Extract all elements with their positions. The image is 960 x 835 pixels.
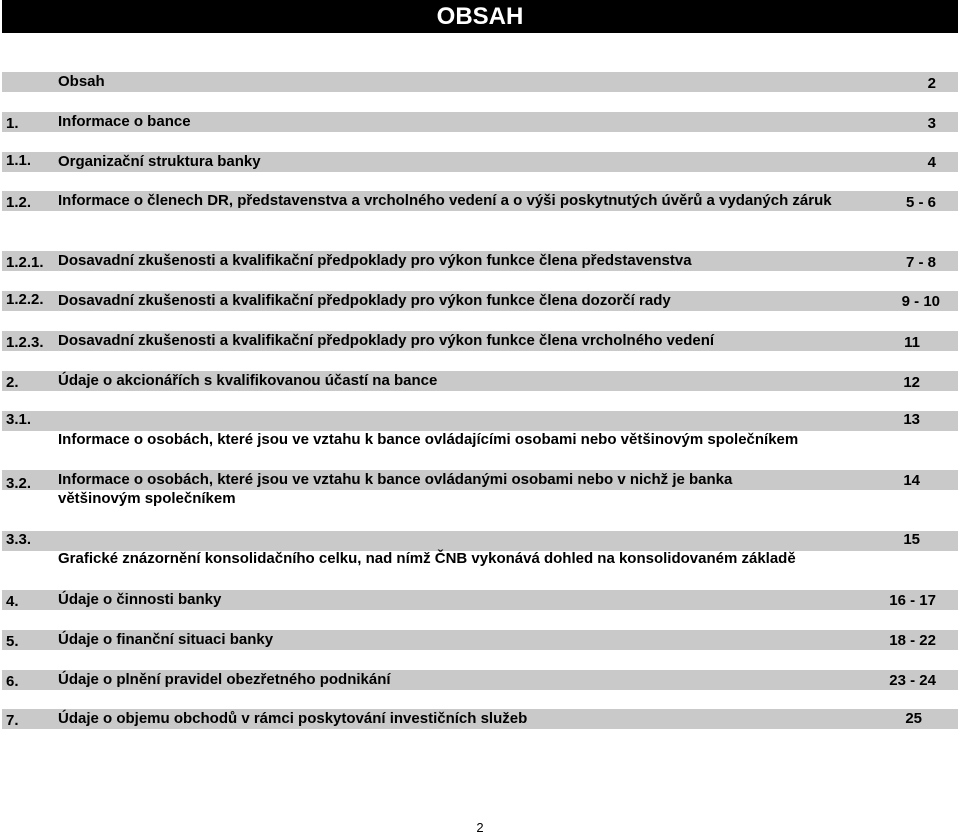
toc-row-6[interactable] — [2, 670, 958, 710]
toc-row-2[interactable] — [2, 371, 958, 411]
toc-row-1-2-1[interactable] — [2, 251, 958, 291]
toc-row-1[interactable] — [2, 112, 958, 152]
toc-number: 1.2. — [6, 194, 32, 211]
row-band — [2, 411, 958, 431]
toc-row-1-2-2[interactable] — [2, 291, 958, 331]
row-band — [2, 531, 958, 551]
toc-page: 5 - 6 — [905, 194, 936, 211]
toc-title: Informace o osobách, které jsou ve vztahu k bance ovládanými osobami nebo v nichž je banka většinovým společníkem — [58, 471, 733, 507]
toc-title: Informace o bance — [58, 113, 191, 130]
toc-title: Organizační struktura banky — [58, 153, 261, 170]
toc-page: 15 — [903, 531, 920, 548]
toc-page: 4 — [927, 154, 936, 171]
toc-row-3-1[interactable] — [2, 411, 958, 471]
toc-title: Údaje o plnění pravidel obezřetného podnikání — [58, 671, 391, 688]
toc-title: Údaje o finanční situaci banky — [58, 631, 274, 648]
toc-page: 2 — [927, 75, 936, 92]
toc-page: 9 - 10 — [901, 293, 940, 310]
toc-title: Obsah — [58, 73, 105, 90]
toc-number: 1.2.2. — [6, 291, 44, 308]
toc-number: 3.1. — [6, 411, 32, 428]
page-title: OBSAH — [2, 0, 958, 33]
toc-number: 1.2.3. — [6, 334, 44, 351]
toc-row-3-3[interactable] — [2, 531, 958, 587]
toc-row-obsah[interactable] — [2, 72, 958, 112]
toc-title: Dosavadní zkušenosti a kvalifikační předpoklady pro výkon funkce člena představenstva — [58, 252, 692, 269]
toc-number: 4. — [6, 593, 19, 610]
toc-row-4[interactable] — [2, 590, 958, 630]
toc-title: Údaje o činnosti banky — [58, 591, 222, 608]
toc-row-1-1[interactable] — [2, 152, 958, 192]
toc-title: Dosavadní zkušenosti a kvalifikační předpoklady pro výkon funkce člena vrcholného vedení — [58, 332, 715, 349]
toc-title: Údaje o akcionářích s kvalifikovanou účastí na bance — [58, 372, 438, 389]
toc-number: 7. — [6, 712, 19, 729]
toc-page: 16 - 17 — [889, 592, 936, 609]
toc-page: 7 - 8 — [905, 254, 936, 271]
toc-number: 3.3. — [6, 531, 32, 548]
toc-page: 13 — [903, 411, 920, 428]
toc-number: 1.2.1. — [6, 254, 44, 271]
toc-page: 14 — [903, 472, 920, 489]
toc-row-3-2[interactable] — [2, 470, 958, 530]
toc-page: 12 — [903, 374, 920, 391]
toc-page: 25 — [905, 710, 922, 727]
toc-title: Údaje o objemu obchodů v rámci poskytování investičních služeb — [58, 710, 528, 727]
toc-page: 3 — [927, 115, 936, 132]
toc-number: 1.1. — [6, 152, 32, 169]
toc-row-1-2[interactable] — [2, 191, 958, 251]
toc-title: Informace o členech DR, představenstva a vrcholného vedení a o výši poskytnutých úvěrů a vydaných záruk — [58, 192, 832, 209]
toc-number: 1. — [6, 115, 19, 132]
toc-number: 6. — [6, 673, 19, 690]
toc-row-1-2-3[interactable] — [2, 331, 958, 371]
toc-title: Dosavadní zkušenosti a kvalifikační předpoklady pro výkon funkce člena dozorčí rady — [58, 292, 671, 309]
toc-page: 23 - 24 — [889, 672, 936, 689]
toc-number: 2. — [6, 374, 19, 391]
toc-title: Grafické znázornění konsolidačního celku, nad nímž ČNB vykonává dohled na konsolidovaném základě — [58, 550, 796, 567]
toc-row-5[interactable] — [2, 630, 958, 670]
toc-number: 5. — [6, 633, 19, 650]
toc-row-7[interactable] — [2, 709, 958, 749]
toc-page: 18 - 22 — [889, 632, 936, 649]
page-number: 2 — [476, 820, 484, 835]
toc-page: 11 — [904, 334, 920, 351]
toc-title: Informace o osobách, které jsou ve vztahu k bance ovládajícími osobami nebo většinovým společníkem — [58, 431, 799, 448]
toc-number: 3.2. — [6, 475, 32, 492]
